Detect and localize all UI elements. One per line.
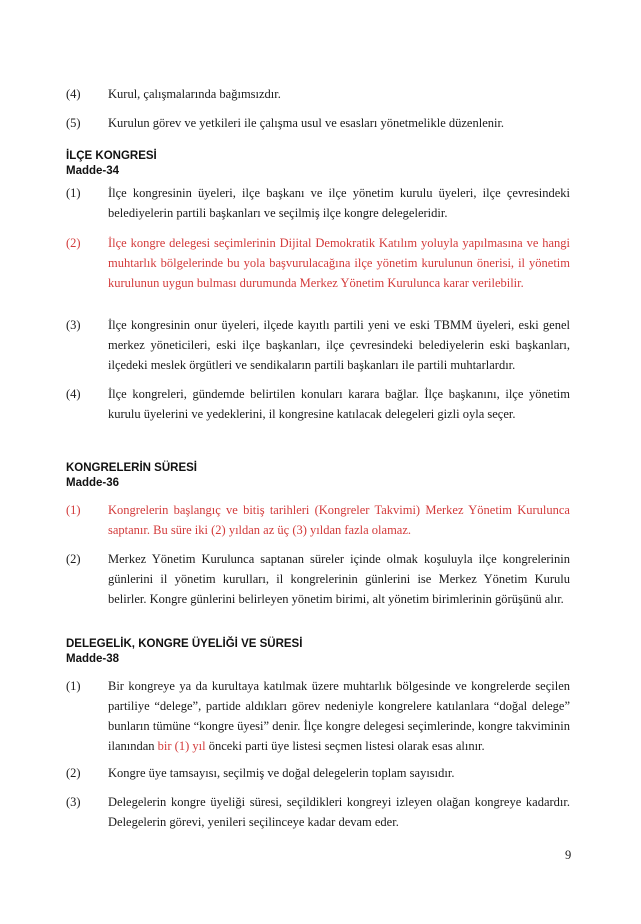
item-text-part: önceki parti üye listesi seçmen listesi olarak esas alınır. xyxy=(205,739,485,753)
list-item xyxy=(66,763,570,783)
list-item xyxy=(66,233,570,293)
item-number: (3) xyxy=(66,318,81,332)
item-number: (2) xyxy=(66,236,81,250)
item-number: (1) xyxy=(66,679,81,693)
item-number: (1) xyxy=(66,503,81,517)
item-text: İlçe kongreleri, gündemde belirtilen konuları karara bağlar. İlçe başkanını, ilçe yönetim kurulu üyelerini ve yedeklerini, il kongresine katılacak delegeleri gizli oyla seçer. xyxy=(108,387,570,421)
item-text-part: Bir kongreye ya da kurultaya katılmak üzere muhtarlık bölgesinde ve kongrelerde seçilen partiliye “delege”, partide aldıkları görev nedeniyle kongrelere katılanlara “doğal delege” bunların tümüne “kongre üyesi” denir. İlçe kongre delegesi seçimlerinde, kongre takviminin ilanından xyxy=(108,679,570,753)
item-text: Kurulun görev ve yetkileri ile çalışma usul ve esasları yönetmelikle düzenlenir. xyxy=(108,116,505,130)
item-text: Merkez Yönetim Kurulunca saptanan süreler içinde olmak koşuluyla ilçe kongrelerinin günlerini il yönetim kurulları, il kongrelerinin günlerini ise Merkez Yönetim Kurulu belirler. Kongre günlerini belirleyen yönetim birimi, alt yönetim birimlerinin görüşünü alır. xyxy=(108,552,570,606)
item-number: (2) xyxy=(66,552,81,566)
item-number: (3) xyxy=(66,795,81,809)
list-item xyxy=(66,183,570,223)
item-text xyxy=(108,676,570,756)
section-heading: DELEGELİK, KONGRE ÜYELİĞİ VE SÜRESİ xyxy=(66,638,303,650)
article-number: Madde-36 xyxy=(66,477,120,489)
list-item xyxy=(66,384,570,424)
item-text: Kongrelerin başlangıç ve bitiş tarihleri (Kongreler Takvimi) Merkez Yönetim Kurulunca saptanır. Bu süre iki (2) yıldan az üç (3) yıldan fazla olamaz. xyxy=(108,503,570,537)
list-item xyxy=(66,315,570,375)
item-text: Delegelerin kongre üyeliği süresi, seçildikleri kongreyi izleyen olağan kongreye kadardır. Delegelerin görevi, yenileri seçilinceye kadar devam eder. xyxy=(108,795,570,829)
section-heading: KONGRELERİN SÜRESİ xyxy=(66,462,197,474)
article-number: Madde-34 xyxy=(66,165,120,177)
highlighted-text: bir (1) yıl xyxy=(157,739,206,753)
list-item xyxy=(66,792,570,832)
article-number: Madde-38 xyxy=(66,653,120,665)
list-item xyxy=(66,549,570,609)
list-item xyxy=(66,676,570,756)
list-item xyxy=(66,113,570,133)
item-text: Kurul, çalışmalarında bağımsızdır. xyxy=(108,87,281,101)
section-heading: İLÇE KONGRESİ xyxy=(66,150,157,162)
item-text: İlçe kongre delegesi seçimlerinin Dijital Demokratik Katılım yoluyla yapılmasına ve hangi muhtarlık bölgelerinde bu yola başvurulacağına ilçe yönetim kurulunun önerisi, il yönetim kurulunun uygun bulması durumunda Merkez Yönetim Kurulunca karar verilebilir. xyxy=(108,236,570,290)
item-number: (5) xyxy=(66,116,81,130)
item-number: (4) xyxy=(66,87,81,101)
list-item xyxy=(66,84,570,104)
list-item xyxy=(66,500,570,540)
item-number: (4) xyxy=(66,387,81,401)
page-number: 9 xyxy=(565,848,572,862)
item-number: (1) xyxy=(66,186,81,200)
item-text: Kongre üye tamsayısı, seçilmiş ve doğal delegelerin toplam sayısıdır. xyxy=(108,766,455,780)
item-number: (2) xyxy=(66,766,81,780)
item-text: İlçe kongresinin onur üyeleri, ilçede kayıtlı partili yeni ve eski TBMM üyeleri, eski genel merkez yöneticileri, eski ilçe başkanları, ilçe çevresindeki belediyelerin eski başkanları, ilçedeki meslek örgütleri ve sendikaların partili başkanları ile partili muhtarlardır. xyxy=(108,318,570,372)
item-text: İlçe kongresinin üyeleri, ilçe başkanı ve ilçe yönetim kurulu üyeleri, ilçe çevresindeki belediyelerin partili başkanları ve seçilmiş ilçe kongre delegeleridir. xyxy=(108,186,570,220)
